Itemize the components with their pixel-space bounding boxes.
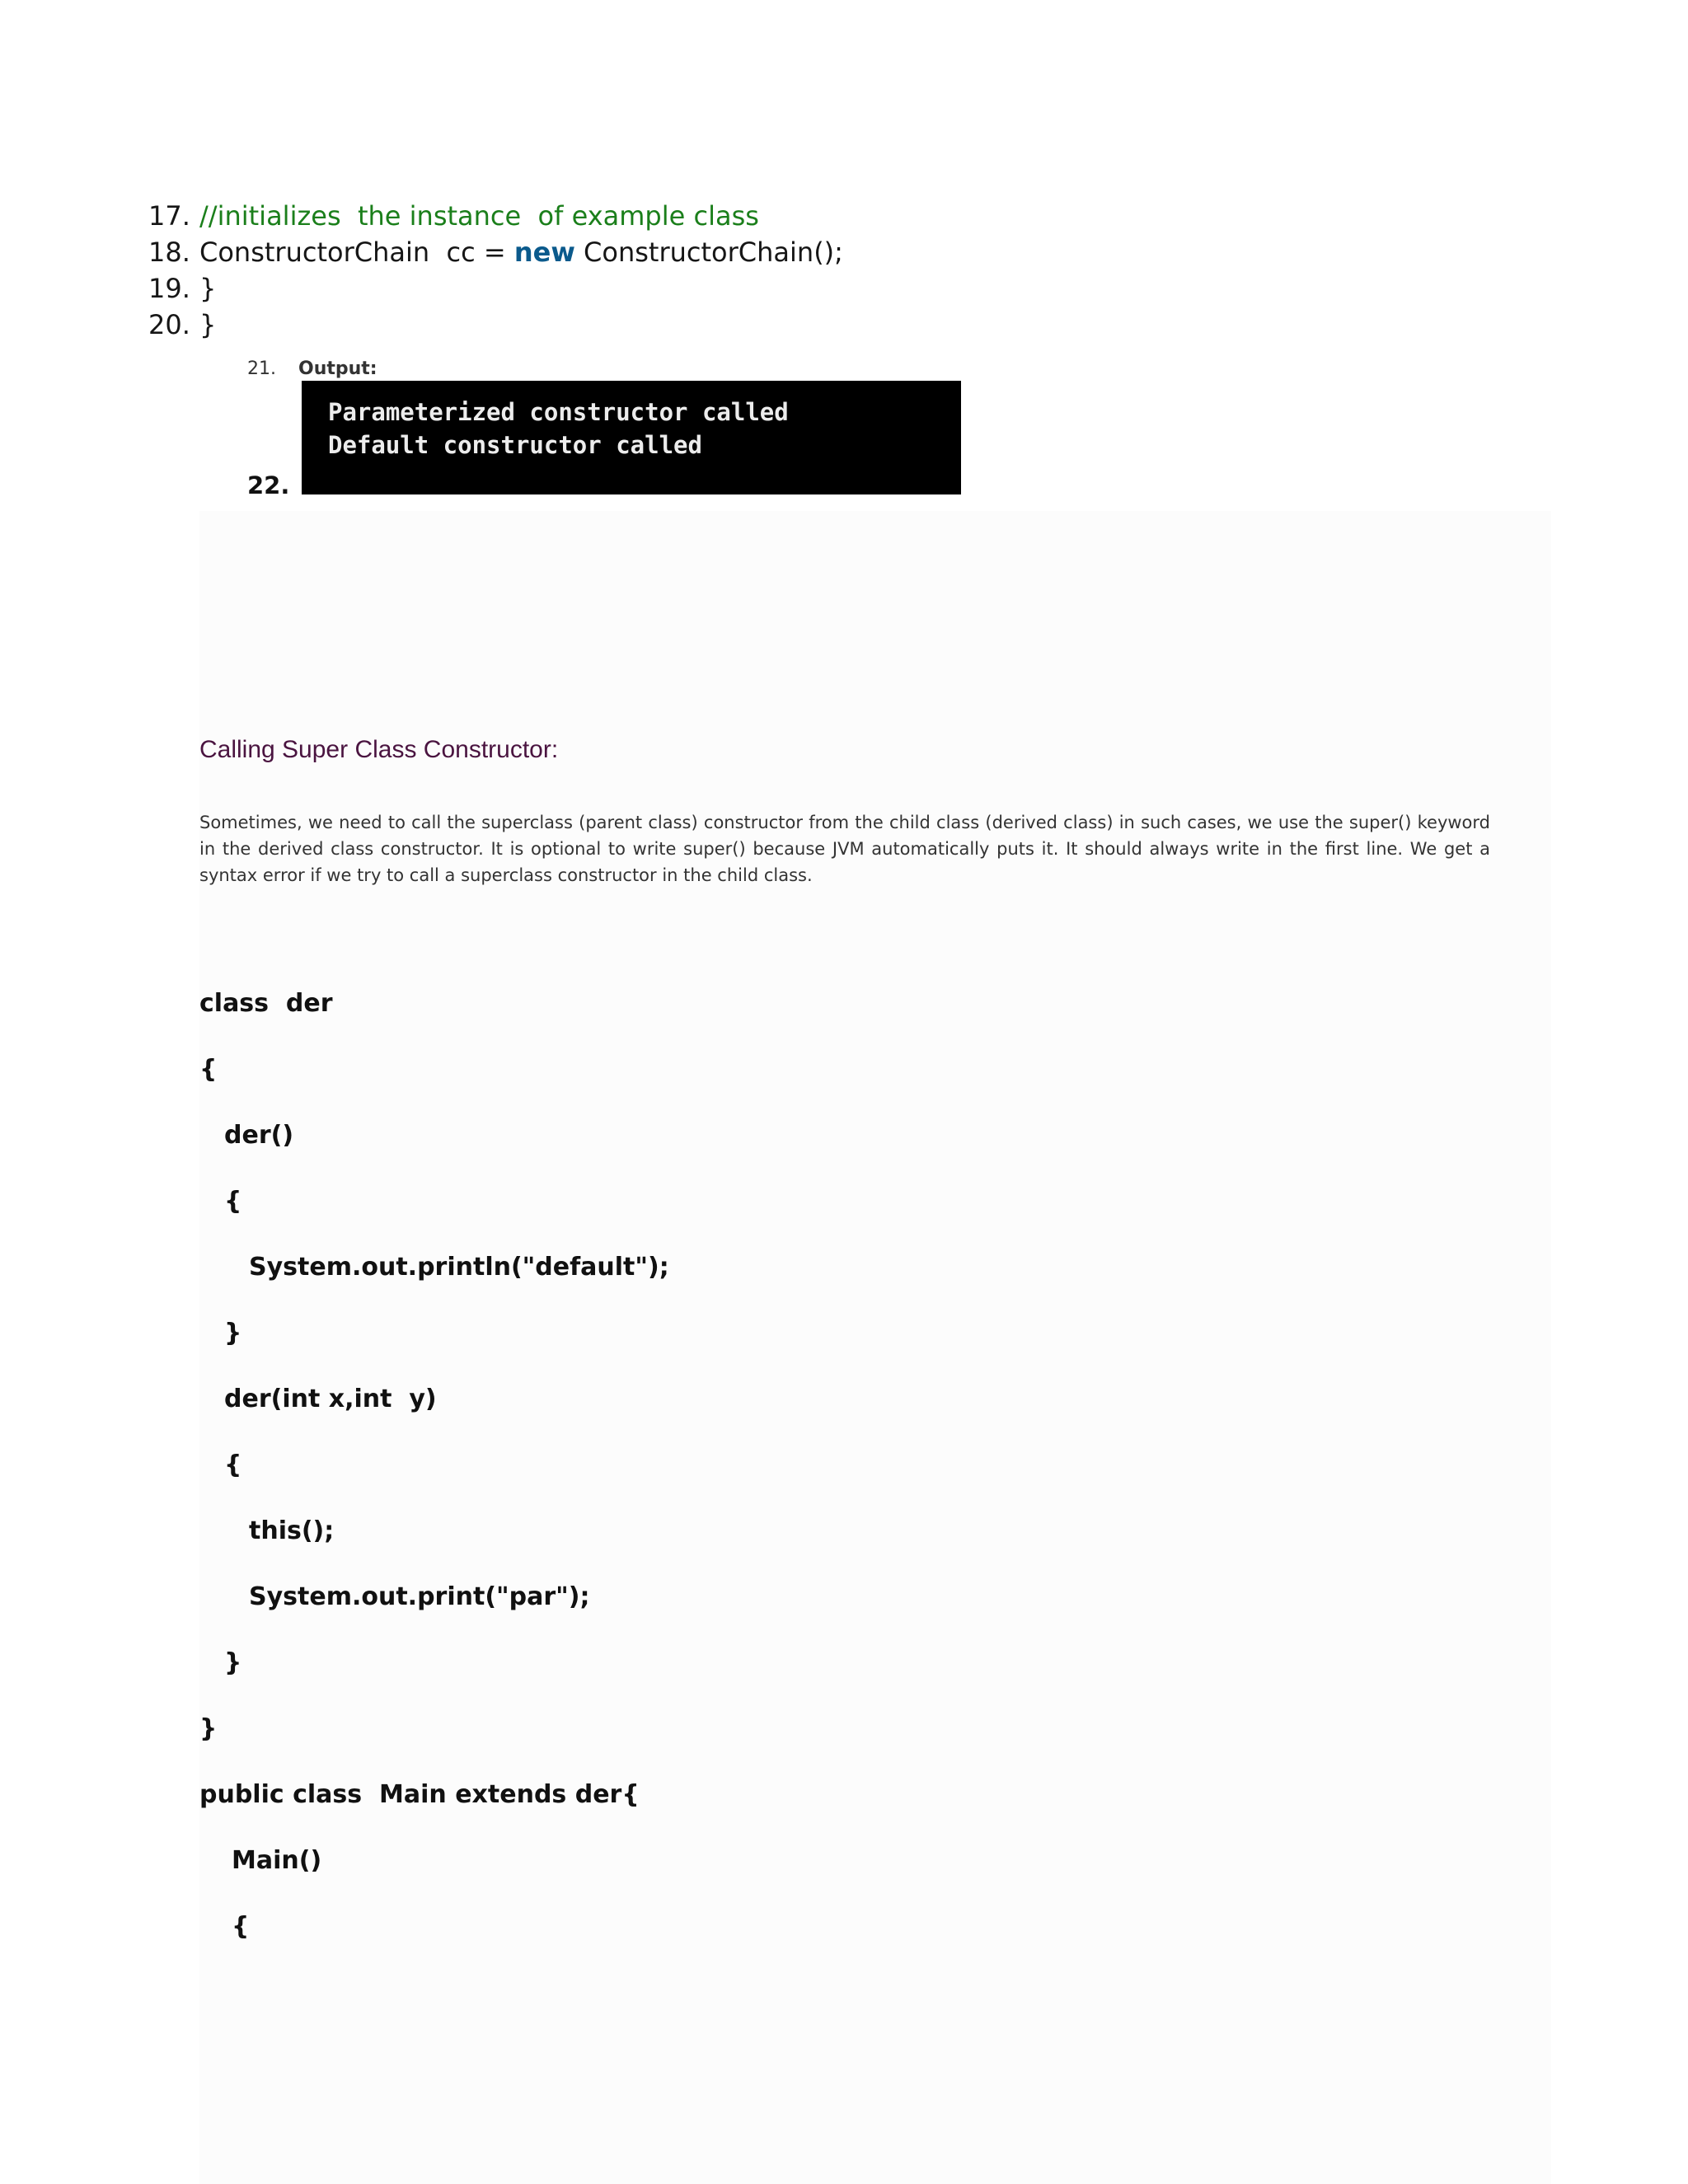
snippet-line: }	[224, 1319, 242, 1347]
snippet-line: {	[199, 1055, 218, 1084]
snippet-line: }	[199, 1714, 218, 1743]
code-line	[148, 270, 216, 307]
console-output	[302, 381, 961, 494]
line-number: 20.	[148, 309, 190, 340]
snippet-line: }	[224, 1648, 242, 1677]
line-number: 19.	[148, 273, 190, 304]
snippet-line: der(int x,int y)	[224, 1385, 437, 1413]
line-number: 21.	[247, 359, 276, 379]
console-line: Default constructor called	[328, 431, 702, 459]
code-text: }	[199, 309, 217, 340]
snippet-line: class der	[199, 989, 333, 1018]
snippet-line: {	[232, 1912, 250, 1941]
line-number: 18.	[148, 237, 190, 268]
snippet-line: {	[224, 1187, 242, 1216]
snippet-line: public class Main extends der{	[199, 1780, 640, 1809]
snippet-line: {	[224, 1451, 242, 1479]
snippet-line: der()	[224, 1121, 294, 1150]
section-paragraph: Sometimes, we need to call the superclass (parent class) constructor from the child class (derived class) in such cases, we use the super() keyword in the derived class constructor. It is optional to write super() because JVM automatically puts it. It should always write in the first line. We get a syntax error if we try to call a superclass constructor in the child class.	[199, 813, 1490, 885]
output-label	[247, 359, 377, 379]
code-line	[148, 198, 759, 234]
code-text: ConstructorChain();	[574, 237, 843, 268]
code-text: ConstructorChain cc =	[199, 237, 514, 268]
code-text: }	[199, 273, 217, 304]
code-line	[148, 307, 216, 343]
line-number: 17.	[148, 200, 190, 232]
snippet-line: this();	[249, 1516, 335, 1545]
console-line: Parameterized constructor called	[328, 398, 789, 426]
snippet-line: System.out.println("default");	[249, 1253, 669, 1282]
line-number: 22.	[247, 471, 290, 499]
keyword: new	[513, 237, 575, 268]
snippet-line: System.out.print("par");	[249, 1582, 590, 1611]
section-heading: Calling Super Class Constructor:	[199, 736, 559, 763]
snippet-line: Main()	[232, 1846, 322, 1875]
code-comment: //initializes the instance of example class	[199, 200, 759, 232]
code-line	[148, 234, 843, 270]
output-label-text: Output:	[298, 359, 377, 379]
